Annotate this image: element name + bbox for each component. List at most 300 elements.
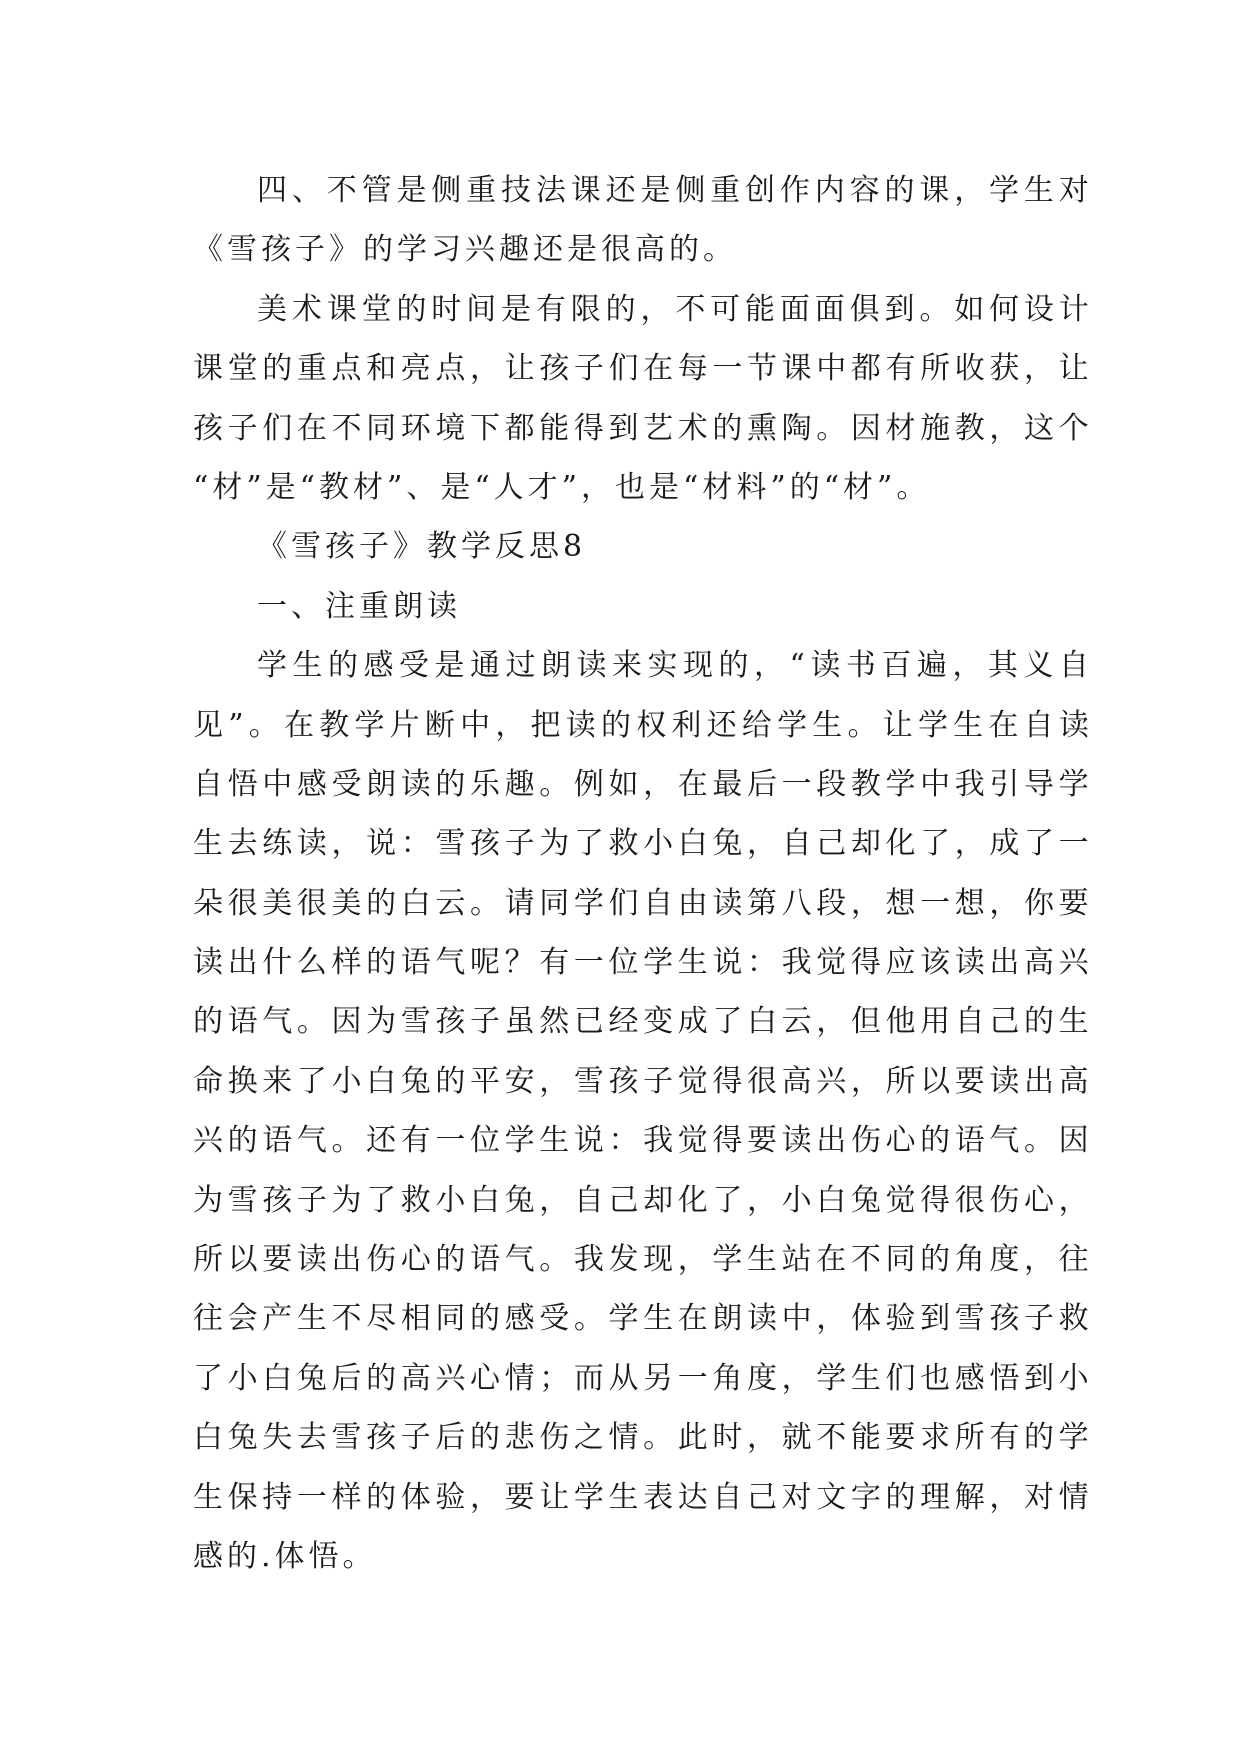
glyph: 在: [988, 707, 1023, 743]
glyph: 受: [399, 648, 433, 684]
glyph: 获: [989, 351, 1024, 387]
glyph: 段: [816, 766, 851, 802]
glyph: 悟: [989, 1360, 1024, 1396]
glyph: 生: [1023, 173, 1058, 208]
glyph: 自: [643, 885, 678, 921]
glyph: 读: [989, 1063, 1024, 1099]
glyph: 去: [296, 1420, 331, 1456]
glyph: 换: [227, 1063, 262, 1099]
glyph: 到: [920, 1301, 955, 1337]
glyph: 呢: [470, 945, 504, 981]
glyph: 但: [850, 1004, 885, 1040]
glyph: 容: [849, 173, 884, 208]
glyph: 就: [781, 1420, 816, 1456]
glyph: 是: [640, 173, 675, 208]
text-line: [193, 1230, 1093, 1289]
glyph: 兔: [712, 826, 747, 862]
glyph: 在: [816, 1242, 851, 1278]
glyph: 在: [284, 707, 318, 743]
text-line: [193, 1171, 1093, 1230]
glyph: 材: [885, 410, 920, 446]
glyph: ，: [850, 1063, 885, 1099]
glyph: 课: [326, 291, 361, 327]
glyph: ，: [816, 1004, 851, 1040]
glyph: 中: [816, 351, 851, 387]
glyph: 了: [712, 1182, 747, 1218]
glyph: 救: [400, 1182, 435, 1218]
glyph: 度: [747, 1360, 781, 1396]
glyph: 我: [781, 945, 816, 981]
glyph: ，: [470, 351, 504, 387]
text-line: [193, 1468, 1093, 1527]
glyph: 每: [677, 351, 712, 387]
glyph: 美: [331, 885, 366, 921]
glyph: 现: [683, 648, 717, 684]
glyph: 虽: [504, 1004, 539, 1040]
glyph: 熏: [747, 410, 781, 446]
glyph: 同: [366, 410, 401, 446]
glyph: 高: [1058, 1063, 1093, 1099]
glyph: 为: [366, 1004, 401, 1040]
glyph: 的: [366, 885, 401, 921]
glyph: ，: [747, 1182, 781, 1218]
glyph: 学: [989, 173, 1024, 208]
glyph: 的: [328, 648, 362, 684]
glyph: 位: [470, 1123, 504, 1159]
glyph: 样: [331, 1479, 366, 1515]
glyph: 伤: [366, 1242, 401, 1278]
glyph: 节: [747, 351, 781, 387]
glyph: 出: [989, 945, 1024, 981]
glyph: 第: [747, 885, 781, 921]
glyph: 最: [712, 766, 747, 802]
glyph: 亮: [400, 351, 435, 387]
glyph: 得: [712, 1123, 747, 1159]
text-line: [193, 755, 1093, 814]
glyph: 体: [850, 1301, 885, 1337]
glyph: 角: [954, 1242, 989, 1278]
glyph: 白: [262, 1360, 297, 1396]
glyph: 位: [608, 945, 643, 981]
glyph: 的: [366, 1479, 401, 1515]
text-line: [193, 933, 1093, 992]
glyph: 下: [470, 410, 504, 446]
glyph: 艺: [643, 410, 678, 446]
text-line: [193, 636, 1093, 695]
glyph: 生: [1058, 1004, 1093, 1040]
glyph: 体: [400, 1479, 435, 1515]
glyph: ，: [1024, 1242, 1058, 1278]
glyph: 利: [671, 707, 706, 743]
glyph: 的: [712, 410, 747, 446]
glyph: 雪: [573, 1063, 608, 1099]
glyph: 读: [747, 1301, 781, 1337]
glyph: 的: [605, 291, 640, 327]
glyph: 能: [850, 1420, 885, 1456]
glyph: 高: [1024, 945, 1058, 981]
glyph: 从: [608, 1360, 643, 1396]
glyph: 是: [396, 173, 431, 208]
glyph: 白: [677, 826, 712, 862]
glyph: 生: [643, 1301, 678, 1337]
glyph: 把: [530, 707, 565, 743]
glyph: 兴: [435, 1360, 470, 1396]
glyph: 一: [573, 945, 608, 981]
glyph: 该: [920, 945, 955, 981]
glyph: ，: [1024, 351, 1058, 387]
glyph: 同: [885, 1242, 920, 1278]
glyph: 语: [262, 1123, 297, 1159]
glyph: 白: [400, 885, 435, 921]
glyph: 练: [262, 826, 297, 862]
glyph: 一: [781, 766, 816, 802]
glyph: 生: [850, 1360, 885, 1396]
glyph: 到: [608, 410, 643, 446]
glyph: 的: [366, 945, 401, 981]
glyph: 。: [1024, 1123, 1058, 1159]
glyph: 说: [712, 945, 747, 981]
glyph: 课: [193, 351, 227, 387]
glyph: 出: [227, 945, 262, 981]
glyph: 一: [677, 1360, 712, 1396]
glyph: 读: [400, 766, 435, 802]
glyph: 自: [1023, 707, 1058, 743]
glyph: 应: [885, 945, 920, 981]
glyph: 白: [747, 1004, 781, 1040]
glyph: 个: [1058, 410, 1093, 446]
glyph: 们: [608, 885, 643, 921]
glyph: 百: [881, 648, 916, 684]
glyph: 间: [466, 291, 501, 327]
glyph: ，: [989, 1479, 1024, 1515]
glyph: 受: [539, 1301, 574, 1337]
glyph: 的: [885, 1479, 920, 1515]
glyph: 堂: [361, 291, 396, 327]
glyph: 所: [920, 351, 955, 387]
glyph: 尽: [366, 1301, 401, 1337]
glyph: 读: [296, 826, 331, 862]
glyph: 学: [816, 1360, 851, 1396]
glyph: 雪: [435, 826, 470, 862]
glyph: 后: [435, 1420, 470, 1456]
glyph: 自: [781, 826, 816, 862]
glyph: 说: [366, 826, 401, 862]
glyph: 往: [1058, 1242, 1093, 1278]
glyph: 。: [248, 707, 283, 743]
glyph: 重: [710, 173, 745, 208]
glyph: 的: [227, 1123, 262, 1159]
glyph: 情: [1058, 1479, 1093, 1515]
glyph: 。: [331, 1123, 366, 1159]
glyph: 重: [296, 351, 331, 387]
glyph: ，: [747, 1420, 781, 1456]
glyph: ，: [954, 826, 989, 862]
glyph: 什: [262, 945, 297, 981]
glyph: 陶: [781, 410, 816, 446]
glyph: 高: [781, 1063, 816, 1099]
glyph: 伤: [850, 1123, 885, 1159]
glyph: 读: [565, 707, 600, 743]
glyph: 孩: [539, 351, 574, 387]
glyph: 平: [470, 1063, 504, 1099]
glyph: 的: [1024, 1004, 1058, 1040]
glyph: ，: [954, 173, 989, 208]
glyph: 失: [262, 1420, 297, 1456]
glyph: 子: [227, 410, 262, 446]
glyph: ，: [470, 1479, 504, 1515]
glyph: 还: [366, 1123, 401, 1159]
glyph: 解: [954, 1479, 989, 1515]
glyph: 、: [291, 173, 326, 208]
glyph: 现: [643, 1242, 678, 1278]
glyph: 读: [1058, 707, 1093, 743]
glyph: 所: [193, 1242, 227, 1278]
glyph: 点: [435, 351, 470, 387]
glyph: 持: [262, 1479, 297, 1515]
glyph: 由: [677, 885, 712, 921]
glyph: ？: [504, 945, 539, 981]
glyph: 孩: [262, 1182, 297, 1218]
glyph: 子: [643, 1063, 678, 1099]
glyph: 有: [989, 1420, 1024, 1456]
glyph: 计: [1058, 291, 1093, 327]
glyph: 中: [262, 766, 297, 802]
glyph: 让: [504, 351, 539, 387]
glyph: ，: [747, 826, 781, 862]
glyph: 自: [954, 1004, 989, 1040]
glyph: 之: [573, 1420, 608, 1456]
glyph: 子: [296, 1182, 331, 1218]
glyph: 用: [920, 1004, 955, 1040]
glyph: 另: [643, 1360, 678, 1396]
glyph: 后: [331, 1360, 366, 1396]
glyph: 的: [884, 173, 919, 208]
glyph: 表: [643, 1479, 678, 1515]
document-body: [193, 161, 1093, 1586]
glyph: 读: [193, 945, 227, 981]
glyph: 设: [1023, 291, 1058, 327]
glyph: 课: [781, 351, 816, 387]
glyph: 段: [816, 885, 851, 921]
glyph: ，: [677, 1242, 712, 1278]
glyph: 己: [989, 1004, 1024, 1040]
glyph: 们: [885, 1360, 920, 1396]
glyph: 孩: [989, 1301, 1024, 1337]
glyph: 。: [919, 291, 954, 327]
glyph: 自: [1058, 648, 1093, 684]
glyph: 遍: [916, 648, 951, 684]
glyph: 雪: [400, 1004, 435, 1040]
glyph: ，: [781, 1360, 816, 1396]
glyph: 生: [193, 826, 227, 862]
glyph: 要: [262, 1242, 297, 1278]
glyph: ，: [539, 1063, 574, 1099]
glyph: 四: [257, 173, 291, 208]
glyph: 达: [677, 1479, 712, 1515]
glyph: 读: [576, 648, 611, 684]
glyph: ，: [640, 291, 675, 327]
glyph: 在: [296, 410, 331, 446]
glyph: 了: [296, 1063, 331, 1099]
glyph: 度: [989, 1242, 1024, 1278]
glyph: 兔: [504, 1182, 539, 1218]
glyph: 对: [1058, 173, 1093, 208]
glyph: 白: [470, 1182, 504, 1218]
glyph: 自: [712, 1479, 747, 1515]
glyph: 很: [296, 885, 331, 921]
text-line: [193, 696, 1093, 755]
glyph: 读: [781, 1123, 816, 1159]
glyph: 我: [573, 1242, 608, 1278]
glyph: 气: [989, 1123, 1024, 1159]
glyph: 的: [193, 1004, 227, 1040]
glyph: ：: [747, 945, 781, 981]
glyph: 管: [361, 173, 396, 208]
glyph: ，: [816, 1301, 851, 1337]
glyph: 同: [539, 885, 574, 921]
glyph: 时: [431, 291, 466, 327]
glyph: 学: [643, 945, 678, 981]
text-line: “材”是“教材”、是“人才”，也是“材料”的“材”。: [193, 469, 931, 505]
glyph: 读: [712, 885, 747, 921]
glyph: 请: [504, 885, 539, 921]
glyph: 孩: [193, 410, 227, 446]
glyph: 孩: [435, 1004, 470, 1040]
glyph: 所: [954, 1420, 989, 1456]
glyph: 一: [435, 1123, 470, 1159]
glyph: 兔: [850, 1182, 885, 1218]
glyph: 命: [193, 1063, 227, 1099]
glyph: 过: [505, 648, 540, 684]
glyph: 语: [400, 945, 435, 981]
glyph: ，: [331, 826, 366, 862]
glyph: 得: [920, 1182, 955, 1218]
glyph: 我: [954, 766, 989, 802]
glyph: 面: [779, 291, 814, 327]
glyph: 如: [608, 766, 643, 802]
text-line: [193, 992, 1093, 1051]
glyph: 读: [954, 945, 989, 981]
glyph: ，: [643, 766, 678, 802]
glyph: 学: [777, 707, 812, 743]
glyph: 你: [1024, 885, 1058, 921]
glyph: 要: [504, 1479, 539, 1515]
glyph: 为: [331, 1182, 366, 1218]
glyph: 白: [193, 1420, 227, 1456]
glyph: 语: [227, 1004, 262, 1040]
glyph: 中: [781, 1301, 816, 1337]
glyph: ，: [989, 410, 1024, 446]
glyph: 们: [262, 410, 297, 446]
glyph: 感: [504, 1301, 539, 1337]
glyph: 兴: [193, 1123, 227, 1159]
glyph: 因: [331, 1004, 366, 1040]
text-line: [193, 1408, 1093, 1467]
glyph: 见: [193, 707, 227, 743]
glyph: 相: [400, 1301, 435, 1337]
glyph: 觉: [885, 1182, 920, 1218]
glyph: ，: [850, 885, 885, 921]
glyph: 的: [920, 1123, 955, 1159]
glyph: 一: [1058, 826, 1093, 862]
glyph: 了: [366, 1182, 401, 1218]
glyph: 收: [954, 351, 989, 387]
glyph: 一: [712, 351, 747, 387]
glyph: 雪: [227, 1182, 262, 1218]
text-line: [193, 1052, 1093, 1111]
glyph: ，: [754, 648, 788, 684]
glyph: 来: [612, 648, 646, 684]
glyph: 环: [400, 410, 435, 446]
text-line: [193, 874, 1093, 933]
glyph: 小: [643, 826, 678, 862]
text-line: [193, 161, 1093, 220]
glyph: 小: [227, 1360, 262, 1396]
glyph: 和: [366, 351, 401, 387]
glyph: 义: [1023, 648, 1058, 684]
glyph: 伤: [989, 1182, 1024, 1218]
glyph: 文: [816, 1479, 851, 1515]
glyph: 很: [227, 885, 262, 921]
glyph: 到: [1024, 1360, 1058, 1396]
glyph: 乐: [470, 766, 504, 802]
glyph: 得: [712, 1063, 747, 1099]
glyph: 法: [535, 173, 570, 208]
glyph: 施: [920, 410, 955, 446]
glyph: 还: [605, 173, 640, 208]
glyph: 要: [1058, 885, 1093, 921]
glyph: 不: [850, 1242, 885, 1278]
glyph: 不: [816, 1420, 851, 1456]
glyph: 很: [747, 1063, 781, 1099]
glyph: 技: [501, 173, 536, 208]
glyph: 生: [296, 1301, 331, 1337]
glyph: 一: [296, 1479, 331, 1515]
glyph: 都: [850, 351, 885, 387]
glyph: 有: [400, 1123, 435, 1159]
glyph: 出: [1024, 1063, 1058, 1099]
glyph: 。: [539, 766, 574, 802]
glyph: 读: [810, 648, 845, 684]
text-line: [193, 1289, 1093, 1348]
glyph: 生: [608, 1479, 643, 1515]
glyph: 高: [400, 1360, 435, 1396]
glyph: 到: [884, 291, 919, 327]
glyph: 孩: [608, 1063, 643, 1099]
glyph: 而: [573, 1360, 608, 1396]
glyph: 此: [677, 1420, 712, 1456]
glyph: ，: [495, 707, 530, 743]
glyph: 生: [953, 707, 988, 743]
glyph: 保: [227, 1479, 262, 1515]
glyph: 是: [434, 648, 469, 684]
glyph: 却: [643, 1182, 678, 1218]
glyph: 样: [331, 945, 366, 981]
glyph: 都: [504, 410, 539, 446]
glyph: 站: [781, 1242, 816, 1278]
glyph: 悲: [504, 1420, 539, 1456]
glyph: 学: [608, 1301, 643, 1337]
glyph: 子: [504, 826, 539, 862]
glyph: 小: [1058, 1360, 1093, 1396]
glyph: 境: [435, 410, 470, 446]
glyph: 成: [677, 1004, 712, 1040]
glyph: 心: [1024, 1182, 1058, 1218]
glyph: 也: [920, 1360, 955, 1396]
glyph: 限: [570, 291, 605, 327]
glyph: ；: [539, 1360, 574, 1396]
glyph: 学: [1058, 1420, 1093, 1456]
